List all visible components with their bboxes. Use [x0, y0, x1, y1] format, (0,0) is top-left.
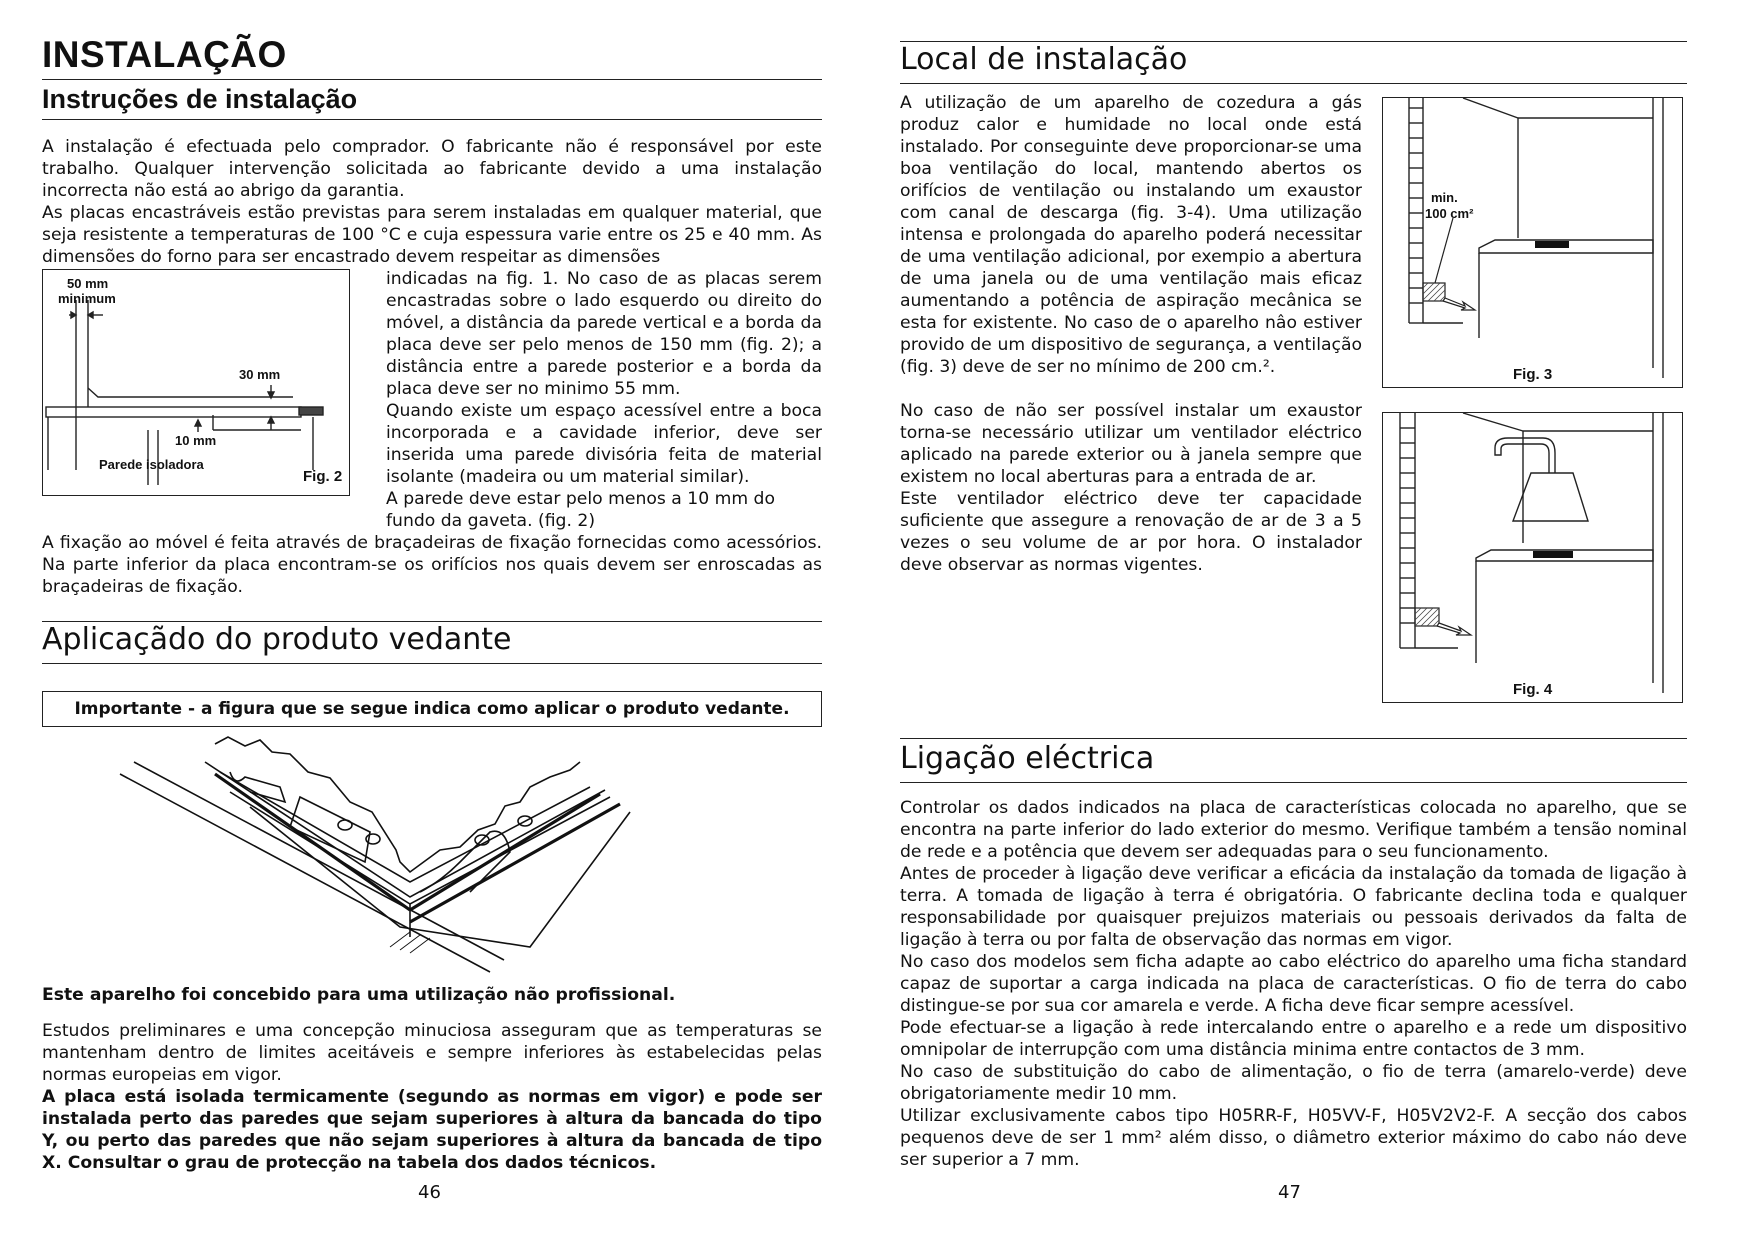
electrical-text: [900, 797, 1687, 1171]
bold-note: Este aparelho foi concebido para uma utilização não profissional.: [42, 985, 676, 1005]
paragraph: indicadas na fig. 1. No caso de as placas serem encastradas sobre o lado esquerdo ou direito do móvel, a distância da parede vertical e a borda da placa deve ser pelo menos de 150 mm (fig. 2); a distância entre a parede posterior e a borda da placa deve ser no minimo 55 mm.: [386, 269, 822, 399]
title-rule: [42, 79, 822, 80]
ventilation-text: [900, 92, 1362, 576]
section-rule: [900, 83, 1687, 84]
fig4-drawing: [1383, 413, 1682, 702]
paragraph: Antes de proceder à ligação deve verificar a eficácia da instalação da tomada de ligação à terra. A tomada de ligação à terra é obrigatória. O fabricante declina toda e qualquer responsabilidade por quaisquer prejuizos materiais ou pessoais derivados da falta de ligação à terra ou por falta de observação das normas em vigor.: [900, 864, 1687, 950]
page-number: 47: [1278, 1182, 1301, 1203]
paragraph: Estudos preliminares e uma concepção minuciosa asseguram que as temperaturas se mantenham dentro de limites aceitáveis e sempre inferiores às estabelecidas pelas normas europeias em vigor.: [42, 1021, 822, 1085]
dim-minimum-label: minimum: [58, 291, 116, 306]
subtitle-rule: [42, 119, 822, 120]
important-note: Importante - a figura que se segue indica como aplicar o produto vedante.: [42, 691, 822, 727]
section-rule: [900, 782, 1687, 783]
wall-label: Parede isoladora: [99, 457, 204, 472]
thermal-text: [42, 1020, 822, 1174]
paragraph: A utilização de um aparelho de cozedura a gás produz calor e humidade no local onde está instalado. Por conseguinte deve proporcionar-se uma boa ventilação do local, mantendo abertos os orifícios de ventilação ou instalando um exaustor com canal de descarga (fig. 3-4). Uma utilização intensa e prolongada do aparelho poderá necessitar de uma ventilação adicional, por exempio a abertura de uma janela ou de uma ventilação mais eficaz aumentando a potência de aspiração mecânica se esta for existente. No caso de o aparelho nâo estiver provido de um dispositivo de segurança, a ventilação (fig. 3) deve de ser no mínimo de 200 cm.².: [900, 93, 1362, 377]
min-label: min.: [1431, 190, 1458, 205]
paragraph: Este ventilador eléctrico deve ter capacidade suficiente que assegure a renovação de ar de 3 a 5 vezes o seu volume de ar por hora. O instalador deve observar as normas vigentes.: [900, 489, 1362, 575]
section-heading: Aplicaçãdo do produto vedante: [42, 622, 512, 657]
paragraph: Controlar os dados indicados na placa de características colocada no aparelho, que se encontra na parte inferior do lado exterior do mesmo. Verifique também a tensão nominal de rede e a potência que devem ser adequadas para o seu funcionamento.: [900, 798, 1687, 862]
paragraph: Quando existe um espaço acessível entre a boca incorporada e a cavidade inferior, deve ser inserida uma parede divisória feita de material isolante (madeira ou um material similar).: [386, 401, 822, 487]
paragraph: Utilizar exclusivamente cabos tipo H05RR-F, H05VV-F, H05V2V2-F. A secção dos cabos pequenos deve de ser 1 mm² além disso, o diâmetro exterior máximo do cabo náo deve ser superior a 7 mm.: [900, 1106, 1687, 1170]
wrapped-text: [386, 268, 822, 532]
figure-caption: Fig. 3: [1513, 366, 1553, 383]
sealant-illustration: [110, 732, 670, 977]
section-heading: Local de instalação: [900, 42, 1188, 77]
dim-10mm-label: 10 mm: [175, 433, 217, 448]
section-rule: [900, 738, 1687, 739]
paragraph: A parede deve estar pelo menos a 10 mm do fundo da gaveta. (fig. 2): [386, 489, 775, 531]
area-label: 100 cm²: [1425, 206, 1474, 221]
paragraph: A fixação ao móvel é feita através de braçadeiras de fixação fornecidas como acessórios. Na parte inferior da placa encontram-se os orifícios nos quais devem ser enroscadas as braçadeiras de fixação.: [42, 533, 822, 597]
paragraph: No caso dos modelos sem ficha adapte ao cabo eléctrico do aparelho uma ficha standard capaz de suportar a carga indicada na placa de características. O fio de terra do cabo distingue-se por sua cor amarela e verde. A ficha deve ficar sempre acessível.: [900, 952, 1687, 1016]
figure-3: [1382, 97, 1683, 388]
figure-4: [1382, 412, 1683, 703]
paragraph: Pode efectuar-se a ligação à rede intercalando entre o aparelho e a rede um dispositivo omnipolar de interrupção com uma distância minima entre contactos de 3 mm.: [900, 1018, 1687, 1060]
figure-2: [42, 269, 350, 496]
dim-30mm-label: 30 mm: [239, 367, 281, 382]
paragraph: No caso de substituição do cabo de alimentação, o fio de terra (amarelo-verde) deve obrigatoriamente medir 10 mm.: [900, 1062, 1687, 1104]
intro-text: [42, 136, 822, 268]
fixation-text: [42, 532, 822, 598]
section-rule: [42, 663, 822, 664]
section-heading: Instruções de instalação: [42, 84, 358, 114]
bold-note: A placa está isolada termicamente (segundo as normas em vigor) e pode ser instalada perto das paredes que sejam superiores à altura da bancada do tipo Y, ou perto das paredes que não sejam superiores à altura da bancada de tipo X. Consultar o grau de protecção na tabela dos dados técnicos.: [42, 1087, 822, 1173]
paragraph: A instalação é efectuada pelo comprador. O fabricante não é responsável por este trabalho. Qualquer intervenção solicitada ao fabricante devido a uma instalação incorrecta não está ao abrigo da garantia.: [42, 137, 822, 201]
page-number: 46: [418, 1182, 441, 1203]
section-heading: Ligação eléctrica: [900, 741, 1155, 776]
dim-50mm-label: 50 mm: [67, 276, 109, 291]
page-title: INSTALAÇÃO: [42, 34, 287, 75]
fig3-drawing: [1383, 98, 1682, 387]
figure-caption: Fig. 2: [303, 468, 343, 485]
figure-caption: Fig. 4: [1513, 681, 1553, 698]
usage-note: [42, 984, 822, 1006]
paragraph: No caso de não ser possível instalar um exaustor torna-se necessário utilizar um ventilador eléctrico aplicado na parede exterior ou à janela sempre que existem no local aberturas para a entrada de ar.: [900, 401, 1362, 487]
paragraph: As placas encastráveis estão previstas para serem instaladas em qualquer material, que seja resistente a temperaturas de 100 °C e cuja espessura varie entre os 25 e 40 mm. As dimensões do forno para ser encastrado devem respeitar as dimensões: [42, 203, 822, 267]
